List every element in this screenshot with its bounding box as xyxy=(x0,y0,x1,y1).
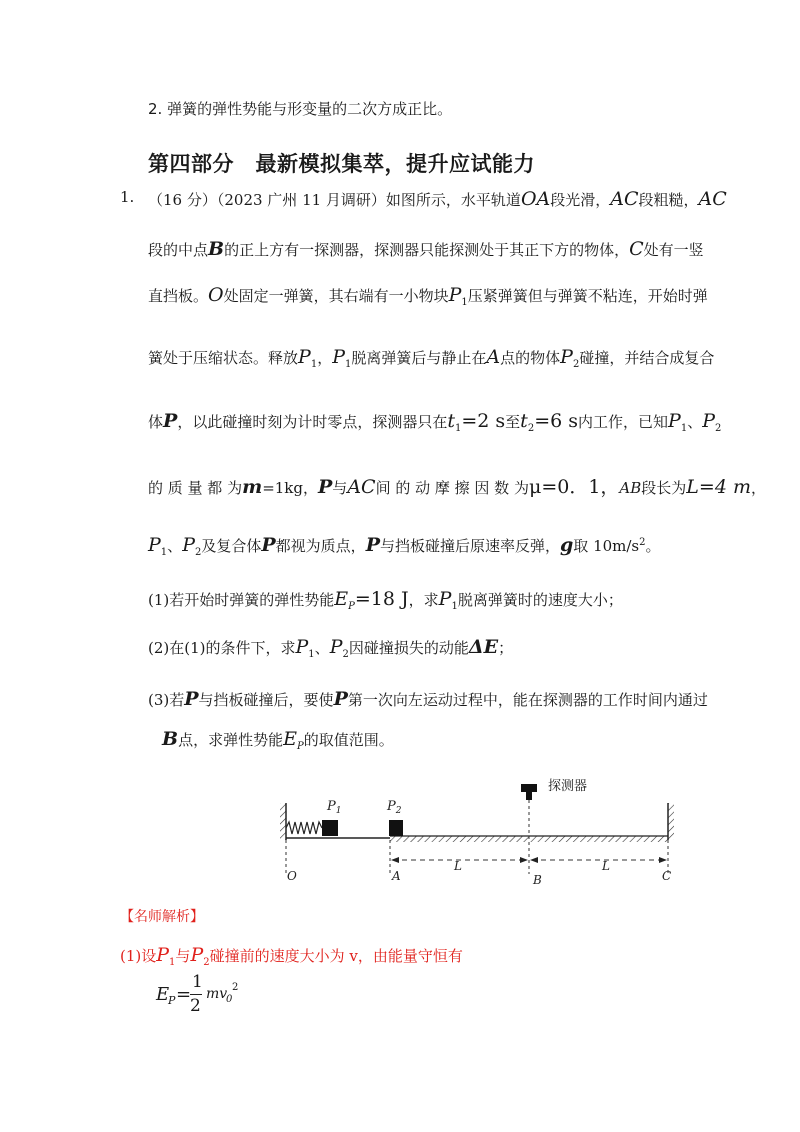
question-number: 1. xyxy=(120,188,135,206)
right-wall xyxy=(668,803,674,840)
note-2: 2. 弹簧的弹性势能与形变量的二次方成正比。 xyxy=(148,100,453,118)
label-l2: L xyxy=(602,859,610,873)
left-wall xyxy=(280,803,286,840)
detector-label: 探测器 xyxy=(548,779,588,794)
block-p1 xyxy=(322,820,338,836)
label-b: B xyxy=(533,873,542,887)
section-title: 第四部分 最新模拟集萃，提升应试能力 xyxy=(148,152,535,176)
label-l1: L xyxy=(454,859,462,873)
question-line-5: 体P，以此碰撞时刻为计时零点，探测器只在$t_1=2$ s至$t_2=6$ s内工作，已知$P_1$、$P_2$ xyxy=(148,410,722,434)
subquestion-2: (2)在(1)的条件下，求$P_1$、$P_2$因碰撞损失的动能ΔE； xyxy=(148,636,514,660)
question-line-1-text: （16 分）（2023 广州 11 月调研）如图所示，水平轨道OA段光滑，AC段粗糙，AC xyxy=(148,188,727,210)
question-line-1 xyxy=(120,188,134,206)
question-line-4: 簧处于压缩状态。释放$P_1$，$P_1$脱离弹簧后与静止在A点的物体$P_2$碰撞，并结合成复合 xyxy=(148,346,715,370)
label-a: A xyxy=(392,869,401,883)
block-p2 xyxy=(389,820,403,836)
question-line-7: $P_1$、$P_2$及复合体P都视为质点，P与挡板碰撞后原速率反弹，g取 $10m/s^2$。 xyxy=(148,534,661,558)
spring xyxy=(286,822,322,834)
question-line-3: 直挡板。O处固定一弹簧，其右端有一小物块$P_1$压紧弹簧但与弹簧不粘连，开始时弹 xyxy=(148,284,708,308)
track-diagram xyxy=(270,770,690,890)
subquestion-3: (3)若P与挡板碰撞后，要使P第一次向左运动过程中，能在探测器的工作时间内通过 xyxy=(148,688,708,710)
label-p1: $P_1$ xyxy=(327,799,342,816)
subquestion-3-cont: B点，求弹性势能$E_P$的取值范围。 xyxy=(162,728,394,752)
label-o: O xyxy=(287,869,297,883)
answer-1: (1)设$P_1$与$P_2$碰撞前的速度大小为 v，由能量守恒有 xyxy=(120,944,463,968)
question-line-2: 段的中点B的正上方有一探测器，探测器只能探测处于其正下方的物体，C处有一竖 xyxy=(148,238,704,260)
detector xyxy=(521,784,537,792)
label-p2: $P_2$ xyxy=(387,799,402,816)
label-c: C xyxy=(662,869,672,883)
subquestion-1: (1)若开始时弹簧的弹性势能$E_P=18$ J，求$P_1$脱离弹簧时的速度大小； xyxy=(148,588,623,612)
analysis-label: 【名师解析】 xyxy=(120,909,204,925)
question-line-6: 的 质 量 都 为m=1kg，P与AC间 的 动 摩 擦 因 数 为μ=0．1，AB段长为L=4 m， xyxy=(148,476,766,498)
